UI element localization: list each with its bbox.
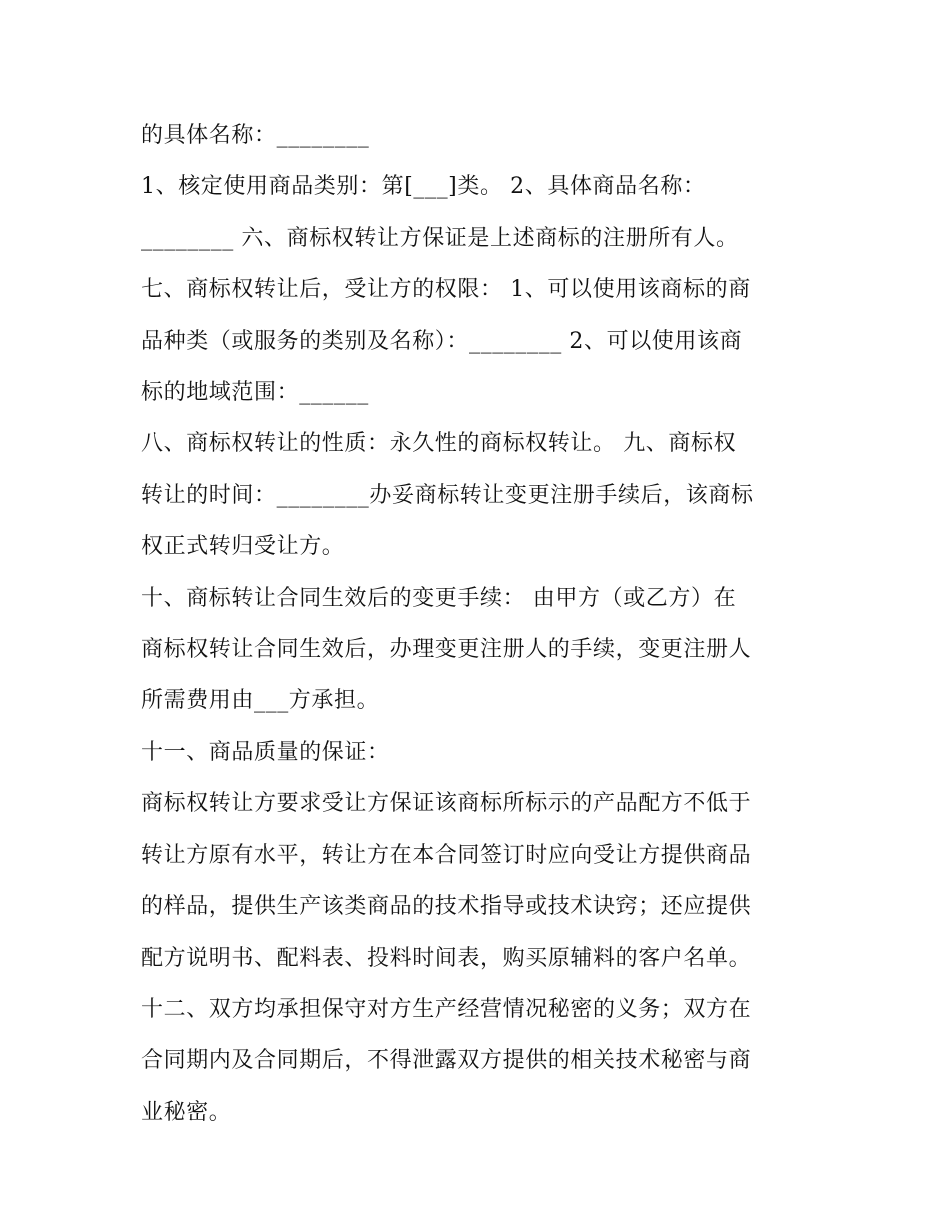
text-line: 权正式转归受让方。 [141,534,345,560]
text-line: 业秘密。 [141,1099,232,1125]
text-line: 七、商标权转让后，受让方的权限： 1、可以使用该商标的商 [141,277,751,303]
text-line: 所需费用由___方承担。 [141,688,380,714]
text-line: 1、核定使用商品类别：第[___]类。 2、具体商品名称： [141,174,706,200]
text-line: 合同期内及合同期后，不得泄露双方提供的相关技术秘密与商 [141,1048,752,1074]
text-line: 的具体名称：________ [141,123,370,148]
text-line: 十、商标转让合同生效后的变更手续： 由甲方（或乙方）在 [141,585,737,611]
text-line: 标的地域范围：______ [141,380,369,406]
text-line: ________ 六、商标权转让方保证是上述商标的注册所有人。 [141,225,739,251]
document-body [141,110,821,1138]
text-line: 的样品，提供生产该类商品的技术指导或技术诀窍；还应提供 [141,894,752,920]
text-line: 商标权转让方要求受让方保证该商标所标示的产品配方不低于 [141,791,752,817]
text-line: 转让方原有水平，转让方在本合同签订时应向受让方提供商品 [141,842,752,868]
text-line: 商标权转让合同生效后，办理变更注册人的手续，变更注册人 [141,637,752,663]
text-line: 品种类（或服务的类别及名称）：________ 2、可以使用该商 [141,328,743,354]
text-line: 转让的时间：________办妥商标转让变更注册手续后，该商标 [141,482,754,508]
text-line: 八、商标权转让的性质：永久性的商标权转让。 九、商标权 [141,431,737,457]
text-line: 配方说明书、配料表、投料时间表，购买原辅料的客户名单。 [141,945,752,971]
section-heading: 十一、商品质量的保证： [141,739,390,765]
text-line: 十二、双方均承担保守对方生产经营情况秘密的义务；双方在 [141,996,752,1022]
